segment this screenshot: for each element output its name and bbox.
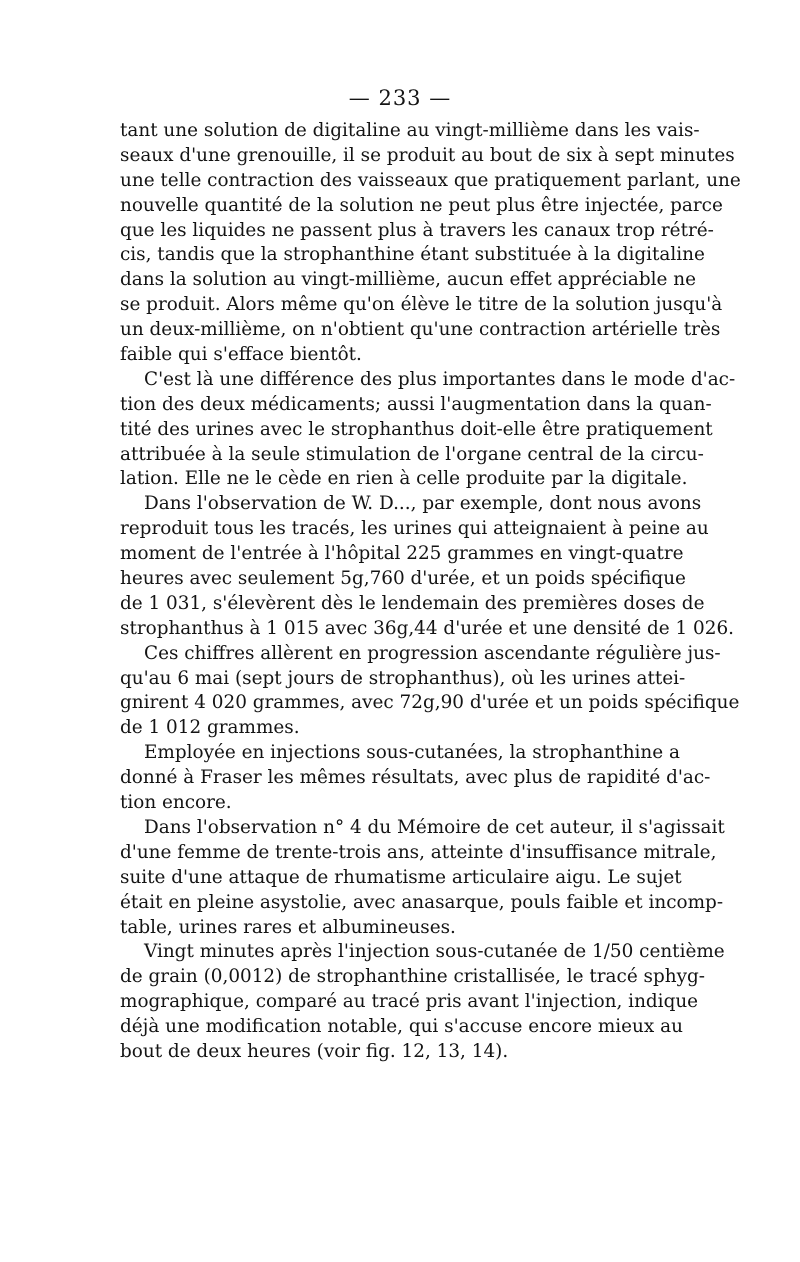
text-line: bout de deux heures (voir fig. 12, 13, 14). [120,1040,509,1062]
text-line: mographique, comparé au tracé pris avant l'injection, indique [120,991,699,1013]
text-line: était en pleine asystolie, avec anasarque, pouls faible et incomp- [120,891,724,913]
text-line: Vingt minutes après l'injection sous-cutanée de 1/50 centième [144,941,725,963]
text-line: de 1 031, s'élevèrent dès le lendemain des premières doses de [120,592,705,614]
text-line: reproduit tous les tracés, les urines qui atteignaient à peine au [120,518,709,540]
text-line: table, urines rares et albumineuses. [120,916,456,938]
text-line: tant une solution de digitaline au vingt-millième dans les vais- [120,120,700,141]
page-number: — 233 — [348,86,452,110]
text-line: de 1 012 grammes. [120,717,300,739]
text-line: se produit. Alors même qu'on élève le titre de la solution jusqu'à [120,294,723,316]
body-text [120,119,741,1065]
text-line: moment de l'entrée à l'hôpital 225 grammes en vingt-quatre [120,543,684,565]
text-line: Ces chiffres allèrent en progression ascendante régulière jus- [144,642,721,664]
text-line: un deux-millième, on n'obtient qu'une contraction artérielle très [120,319,721,341]
text-line: déjà une modification notable, qui s'accuse encore mieux au [120,1016,683,1038]
text-line: strophanthus à 1 015 avec 36g,44 d'urée et une densité de 1 026. [120,617,734,639]
text-line: Employée en injections sous-cutanées, la strophanthine a [144,742,680,764]
text-line: tité des urines avec le strophanthus doit-elle être pratiquement [120,418,713,440]
text-line: Dans l'observation de W. D..., par exemple, dont nous avons [144,493,702,515]
text-line: tion des deux médicaments; aussi l'augmentation dans la quan- [120,393,712,415]
text-line: que les liquides ne passent plus à travers les canaux trop rétré- [120,219,714,241]
text-line: de grain (0,0012) de strophanthine cristallisée, le tracé sphyg- [120,966,705,988]
text-line: une telle contraction des vaisseaux que pratiquement parlant, une [120,169,741,191]
text-line: dans la solution au vingt-millième, aucun effet appréciable ne [120,269,696,291]
text-line: attribuée à la seule stimulation de l'organe central de la circu- [120,443,704,465]
text-line: cis, tandis que la strophanthine étant substituée à la digitaline [120,244,705,266]
text-line: Dans l'observation n° 4 du Mémoire de cet auteur, il s'agissait [144,816,725,838]
text-line: donné à Fraser les mêmes résultats, avec plus de rapidité d'ac- [120,767,711,789]
text-line: seaux d'une grenouille, il se produit au bout de six à sept minutes [120,144,735,166]
text-line: gnirent 4 020 grammes, avec 72g,90 d'urée et un poids spécifique [120,692,740,714]
text-line: qu'au 6 mai (sept jours de strophanthus), où les urines attei- [120,667,686,689]
text-line: tion encore. [120,792,232,814]
text-line: faible qui s'efface bientôt. [120,344,362,366]
text-line: d'une femme de trente-trois ans, atteinte d'insuffisance mitrale, [120,841,717,863]
text-line: suite d'une attaque de rhumatisme articulaire aigu. Le sujet [120,866,682,888]
text-line: lation. Elle ne le cède en rien à celle produite par la digitale. [120,468,688,490]
text-line: heures avec seulement 5g,760 d'urée, et un poids spécifique [120,568,686,590]
text-line: nouvelle quantité de la solution ne peut plus être injectée, parce [120,194,723,216]
text-line: C'est là une différence des plus importantes dans le mode d'ac- [144,368,736,390]
